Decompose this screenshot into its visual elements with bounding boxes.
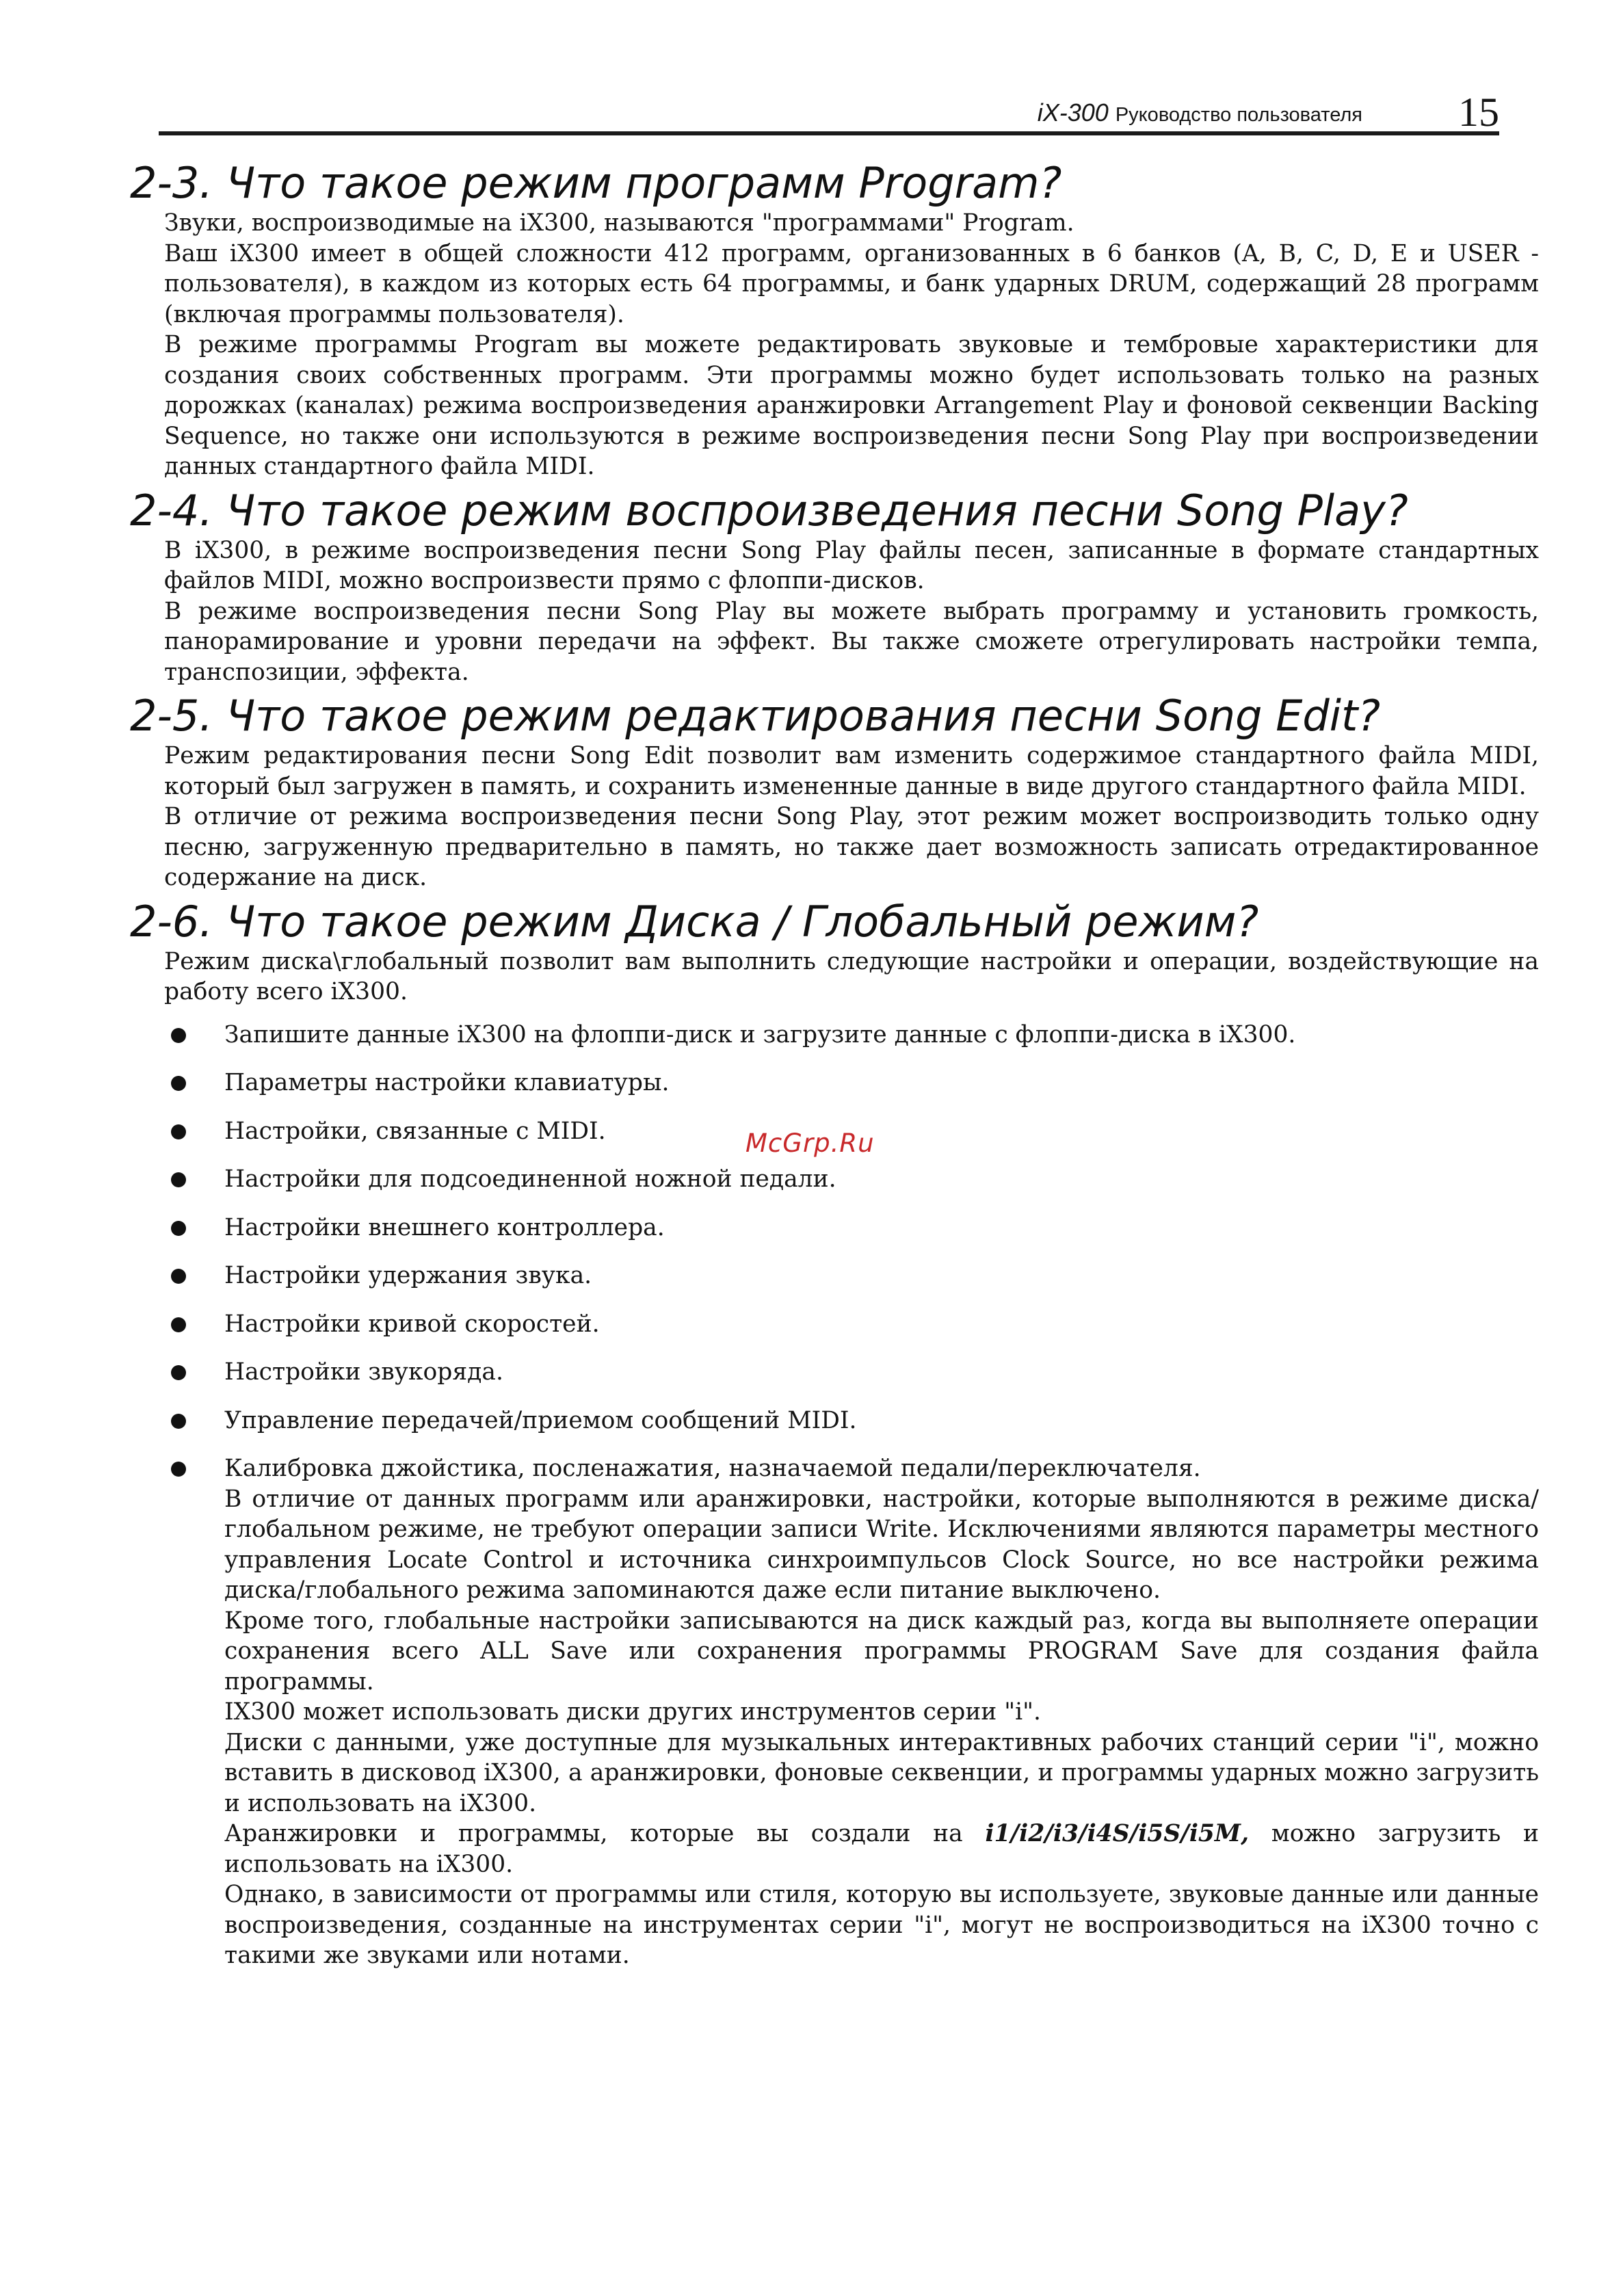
watermark: McGrp.Ru [745,1129,875,1158]
note-paragraph: Кроме того, глобальные настройки записываются на диск каждый раз, когда вы выполняете операции сохранения всего ALL Save или сохранения программы PROGRAM Save для создания файла программы. [224,1607,1539,1695]
list-item [164,1453,1539,1971]
page-header [159,89,1499,137]
page-content [130,159,1539,1989]
section-heading: 2-4. Что такое режим воспроизведения песни Song Play? [130,485,1408,536]
bullet-icon [171,1028,186,1043]
section-2-6 [130,897,1539,1971]
list-item-text: Настройки кривой скоростей. [224,1310,600,1338]
header-model: iX-300 [1037,98,1109,127]
bullet-notes [224,1484,1539,1971]
section-2-5 [130,691,1539,893]
bullet-icon [171,1124,186,1139]
section-heading: 2-3. Что такое режим программ Program? [130,158,1062,208]
list-item-text: Настройки звукоряда. [224,1358,503,1386]
paragraph: В режиме воспроизведения песни Song Play вы можете выбрать программу и установить громкость, панорамирование и уровни передачи на эффект. Вы также сможете отрегулировать настройки темпа, транспозиции, эффекта. [164,597,1539,686]
list-item [164,1309,1539,1340]
paragraph: В iX300, в режиме воспроизведения песни Song Play файлы песен, записанные в формате стандартных файлов MIDI, можно воспроизвести прямо с флоппи-дисков. [164,536,1539,594]
page-number: 15 [1458,90,1499,135]
section-2-4 [130,486,1539,688]
list-item [164,1261,1539,1291]
list-item [164,1020,1539,1051]
feature-list [164,1020,1539,1971]
list-item-text: Управление передачей/приемом сообщений MIDI. [224,1406,857,1434]
bullet-icon [171,1221,186,1236]
paragraph: Режим редактирования песни Song Edit позволит вам изменить содержимое стандартного файла MIDI, который был загружен в память, и сохранить измененные данные в виде другого стандартного файла MIDI. [164,742,1539,800]
running-header [1038,98,1362,127]
bullet-icon [171,1076,186,1091]
list-item-text: Настройки, связанные с MIDI. [224,1117,606,1145]
list-item-text: Настройки для подсоединенной ножной педали. [224,1165,836,1193]
section-body [164,947,1539,1007]
list-item [164,1213,1539,1243]
list-item-text: Калибровка джойстика, посленажатия, назначаемой педали/переключателя. [224,1455,1201,1482]
section-body [164,741,1539,893]
note-paragraph: В отличие от данных программ или аранжировки, настройки, которые выполняются в режиме диска/глобальном режиме, не требуют операции записи Write. Исключениями являются параметры местного управления Locate Control и источника синхроимпульсов Clock Source, но все настройки режима диска/глобального режима запоминаются даже если питание выключено. [224,1485,1539,1604]
bullet-icon [171,1317,186,1332]
list-item [164,1406,1539,1436]
paragraph: В режиме программы Program вы можете редактировать звуковые и тембровые характеристики для создания своих собственных программ. Эти программы можно будет использовать только на разных дорожках (каналах) режима воспроизведения аранжировки Arrangement Play и фоновой секвенции Backing Sequence, но также они используются в режиме воспроизведения песни Song Play при воспроизведении данных стандартного файла MIDI. [164,331,1539,480]
bullet-icon [171,1365,186,1380]
bullet-icon [171,1462,186,1477]
model-list: i1/i2/i3/i4S/i5S/i5M, [985,1820,1250,1847]
section-heading: 2-6. Что такое режим Диска / Глобальный режим? [130,896,1259,947]
note-paragraph: Однако, в зависимости от программы или стиля, которую вы используете, звуковые данные или данные воспроизведения, созданные на инструментах серии "i", могут не воспроизводиться на iX300 точно с такими же звуками или нотами. [224,1881,1539,1969]
section-body [164,536,1539,688]
paragraph: Ваш iX300 имеет в общей сложности 412 программ, организованных в 6 банков (A, B, C, D, E и USER - пользователя), в каждом из которых есть 64 программы, и банк ударных DRUM, содержащий 28 программ (включая программы пользователя). [164,239,1539,328]
list-item-text: Настройки внешнего контроллера. [224,1213,665,1241]
paragraph: В отличие от режима воспроизведения песни Song Play, этот режим может воспроизводить только одну песню, загруженную предварительно в память, но также дает возможность записать отредактированное содержание на диск. [164,803,1539,891]
bullet-icon [171,1172,186,1187]
list-item [164,1164,1539,1195]
header-rule [159,131,1499,135]
list-item-text: Запишите данные iX300 на флоппи-диск и загрузите данные с флоппи-диска в iX300. [224,1020,1296,1048]
list-item [164,1357,1539,1388]
section-body [164,208,1539,482]
list-item-text: Настройки удержания звука. [224,1262,592,1289]
note-paragraph: Диски с данными, уже доступные для музыкальных интерактивных рабочих станций серии "i", можно вставить в дисковод iX300, а аранжировки, фоновые секвенции, и программы ударных можно загрузить и использовать на iX300. [224,1728,1539,1817]
bullet-icon [171,1414,186,1429]
note-text: Аранжировки и программы, которые вы создали на [224,1820,963,1847]
section-heading: 2-5. Что такое режим редактирования песни Song Edit? [130,691,1381,741]
list-item [164,1068,1539,1098]
paragraph: Режим диска\глобальный позволит вам выполнить следующие настройки и операции, воздействующие на работу всего iX300. [164,947,1539,1005]
note-paragraph [224,1819,1539,1879]
list-item-text: Параметры настройки клавиатуры. [224,1069,670,1096]
note-paragraph: IX300 может использовать диски других инструментов серии "i". [224,1698,1042,1726]
header-subtitle: Руководство пользователя [1115,104,1362,126]
bullet-icon [171,1269,186,1284]
note-text: можно загрузить и использовать на iX300. [224,1820,1540,1878]
paragraph: Звуки, воспроизводимые на iX300, называются "программами" Program. [164,209,1074,237]
section-2-3 [130,159,1539,482]
